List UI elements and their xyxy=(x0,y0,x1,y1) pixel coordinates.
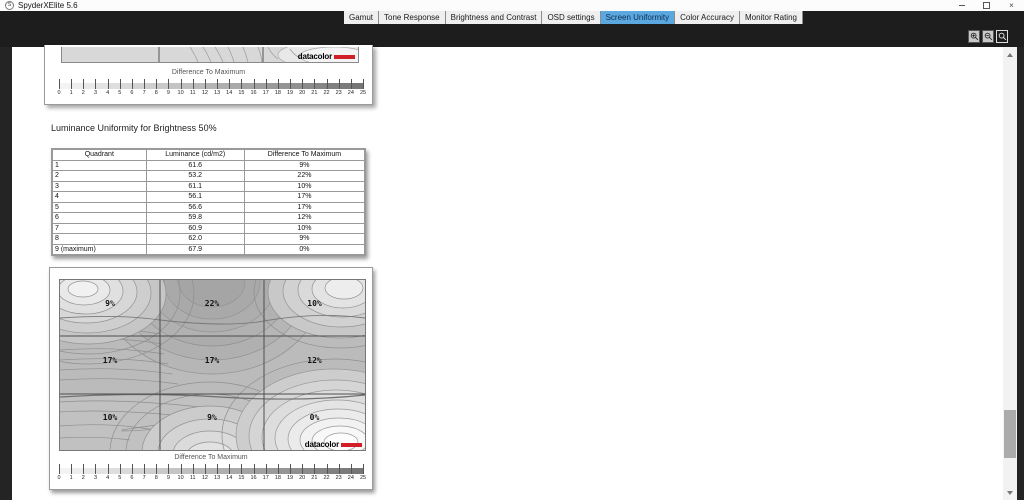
scale-tick-label: 3 xyxy=(93,475,97,481)
scale-tick xyxy=(95,464,96,474)
scale-tick-label: 8 xyxy=(154,475,158,481)
table-cell: 67.9 xyxy=(146,244,244,255)
difference-scale-bottom xyxy=(57,464,367,484)
table-cell: 4 xyxy=(53,192,147,203)
scale-tick xyxy=(156,464,157,474)
scale-segment xyxy=(241,468,253,474)
scale-segment xyxy=(229,83,241,89)
scale-segment xyxy=(205,468,217,474)
scale-segment xyxy=(241,83,253,89)
scale-segment xyxy=(193,468,205,474)
scale-tick xyxy=(120,464,121,474)
scale-segment xyxy=(95,83,107,89)
zoom-in-button[interactable] xyxy=(968,30,980,43)
table-cell: 9% xyxy=(244,160,364,171)
scale-tick-label: 11 xyxy=(189,475,196,481)
scale-tick xyxy=(278,79,279,89)
scale-tick xyxy=(363,79,364,89)
datacolor-logo-text: datacolor xyxy=(297,52,332,61)
scale-segment xyxy=(302,83,314,89)
scale-tick xyxy=(59,79,60,89)
table-row xyxy=(53,234,365,245)
scale-tick xyxy=(120,79,121,89)
table-cell: 3 xyxy=(53,181,147,192)
contour-cell-label: 9% xyxy=(207,412,217,422)
scale-segment xyxy=(59,83,71,89)
scale-segment xyxy=(314,83,326,89)
zoom-fit-button[interactable] xyxy=(996,30,1008,43)
contour-cell-label: 9% xyxy=(105,298,115,308)
section-heading: Luminance Uniformity for Brightness 50% xyxy=(51,123,217,133)
scale-tick-label: 20 xyxy=(299,90,306,96)
scale-tick-label: 4 xyxy=(106,90,110,96)
scale-tick xyxy=(144,464,145,474)
table-row xyxy=(53,202,365,213)
table-row xyxy=(53,244,365,255)
table-header-row xyxy=(53,150,365,161)
table-cell: 5 xyxy=(53,202,147,213)
scale-title: Difference To Maximum xyxy=(174,454,248,461)
scale-tick-label: 17 xyxy=(262,475,269,481)
scale-segment xyxy=(290,83,302,89)
table-cell: 10% xyxy=(244,181,364,192)
scale-tick-label: 1 xyxy=(69,475,73,481)
scale-segment xyxy=(326,83,338,89)
scale-segment xyxy=(108,83,120,89)
scale-tick-label: 23 xyxy=(335,90,342,96)
scale-tick xyxy=(302,464,303,474)
scale-tick xyxy=(351,79,352,89)
scale-tick-label: 14 xyxy=(226,90,233,96)
scale-segment xyxy=(266,83,278,89)
scale-tick xyxy=(193,464,194,474)
scale-segment xyxy=(181,83,193,89)
scale-segment xyxy=(71,83,83,89)
table-cell: 17% xyxy=(244,202,364,213)
scale-tick xyxy=(108,79,109,89)
contour-cell-label: 22% xyxy=(204,298,220,308)
scale-tick-label: 12 xyxy=(201,475,208,481)
scale-gradient-bar xyxy=(59,468,363,474)
zoom-in-icon xyxy=(970,32,979,41)
scale-segment xyxy=(168,83,180,89)
table-cell: 56.1 xyxy=(146,192,244,203)
scale-tick xyxy=(132,79,133,89)
scale-tick-label: 15 xyxy=(238,475,245,481)
scale-tick-label: 22 xyxy=(323,90,330,96)
scale-segment xyxy=(266,468,278,474)
scroll-down-icon xyxy=(1007,491,1013,495)
scale-tick xyxy=(193,79,194,89)
contour-cell-label: 0% xyxy=(309,412,320,422)
scale-tick-label: 10 xyxy=(177,90,184,96)
scale-segment xyxy=(59,468,71,474)
scale-segment xyxy=(120,83,132,89)
table-cell: 59.8 xyxy=(146,213,244,224)
scale-segment xyxy=(254,83,266,89)
column-header: Difference To Maximum xyxy=(244,150,364,161)
scale-segment xyxy=(205,83,217,89)
scale-segment xyxy=(217,468,229,474)
table-cell: 12% xyxy=(244,213,364,224)
scale-tick-label: 12 xyxy=(201,90,208,96)
logo-red-bar xyxy=(334,55,355,59)
scale-tick-label: 20 xyxy=(299,475,306,481)
scale-segment xyxy=(71,468,83,474)
table-row xyxy=(53,160,365,171)
scrollbar-thumb[interactable] xyxy=(1004,410,1016,458)
scale-tick-label: 15 xyxy=(238,90,245,96)
table-cell: 17% xyxy=(244,192,364,203)
scale-tick-label: 0 xyxy=(57,475,61,481)
scale-tick-label: 25 xyxy=(359,475,367,481)
scale-tick-label: 18 xyxy=(274,475,281,481)
scale-segment xyxy=(181,468,193,474)
scale-tick-label: 21 xyxy=(311,90,318,96)
scale-tick-label: 24 xyxy=(347,90,354,96)
scale-tick xyxy=(327,79,328,89)
scale-tick xyxy=(181,464,182,474)
scale-segment xyxy=(156,83,168,89)
close-button[interactable] xyxy=(999,0,1024,11)
top-contour-plot xyxy=(61,47,359,63)
table-row xyxy=(53,192,365,203)
scale-segment xyxy=(144,83,156,89)
scale-tick-label: 0 xyxy=(57,90,61,96)
scale-tick xyxy=(168,464,169,474)
contour-cell-label: 12% xyxy=(307,355,322,365)
scroll-up-button[interactable] xyxy=(1003,47,1017,62)
scale-tick xyxy=(83,464,84,474)
scale-title: Difference To Maximum xyxy=(171,69,246,76)
scale-tick xyxy=(59,464,60,474)
scale-tick-label: 21 xyxy=(311,475,318,481)
scale-tick-label: 10 xyxy=(177,475,184,481)
table-cell: 10% xyxy=(244,223,364,234)
table-row xyxy=(53,223,365,234)
scale-segment xyxy=(193,83,205,89)
scale-segment xyxy=(278,468,290,474)
app-icon-letter: S xyxy=(7,2,12,8)
minimize-icon xyxy=(959,5,965,6)
scale-tick xyxy=(132,464,133,474)
scale-segment xyxy=(254,468,266,474)
scale-tick xyxy=(144,79,145,89)
scale-tick-label: 18 xyxy=(274,90,281,96)
scale-segment xyxy=(120,468,132,474)
tab-brightness-and-contrast[interactable]: Brightness and Contrast xyxy=(446,11,543,24)
restore-icon xyxy=(983,2,990,9)
scale-tick-label: 7 xyxy=(142,475,146,481)
scale-tick xyxy=(339,464,340,474)
scale-tick-label: 22 xyxy=(323,475,330,481)
scale-tick xyxy=(108,464,109,474)
column-header: Luminance (cd/m2) xyxy=(146,150,244,161)
scale-segment xyxy=(302,468,314,474)
scale-segment xyxy=(339,83,351,89)
scale-tick-label: 19 xyxy=(286,90,294,96)
scale-tick xyxy=(339,79,340,89)
table-row xyxy=(53,181,365,192)
table-cell: 8 xyxy=(53,234,147,245)
scale-tick xyxy=(181,79,182,89)
scale-tick-label: 23 xyxy=(335,475,342,481)
contour-plot xyxy=(59,279,366,451)
scale-tick xyxy=(229,79,230,89)
table-cell: 62.0 xyxy=(146,234,244,245)
zoom-out-button[interactable] xyxy=(982,30,994,43)
scale-tick xyxy=(254,79,255,89)
scale-tick xyxy=(229,464,230,474)
table-row xyxy=(53,171,365,182)
window-controls xyxy=(949,0,1024,11)
table-row xyxy=(53,213,365,224)
scale-tick xyxy=(71,79,72,89)
contour-cell-label: 17% xyxy=(204,355,220,365)
table-cell: 60.9 xyxy=(146,223,244,234)
scale-tick xyxy=(327,464,328,474)
scale-segment xyxy=(351,83,363,89)
scale-tick xyxy=(95,79,96,89)
zoom-fit-icon xyxy=(998,32,1007,41)
scale-tick xyxy=(314,464,315,474)
scale-segment xyxy=(144,468,156,474)
scale-tick xyxy=(278,464,279,474)
close-icon: × xyxy=(1009,0,1014,10)
vertical-scrollbar[interactable] xyxy=(1003,47,1017,500)
table-cell: 22% xyxy=(244,171,364,182)
scale-tick xyxy=(241,464,242,474)
restore-button[interactable] xyxy=(974,0,999,11)
scale-tick-label: 17 xyxy=(262,90,269,96)
table-cell: 9 (maximum) xyxy=(53,244,147,255)
scale-tick-label: 25 xyxy=(359,90,367,96)
uniformity-table-card xyxy=(51,148,366,256)
scale-tick xyxy=(266,464,267,474)
scale-segment xyxy=(229,468,241,474)
scale-segment xyxy=(351,468,363,474)
scale-tick-label: 3 xyxy=(93,90,97,96)
scale-tick-label: 19 xyxy=(286,475,294,481)
scale-tick-label: 7 xyxy=(142,90,146,96)
table-cell: 0% xyxy=(244,244,364,255)
table-cell: 56.6 xyxy=(146,202,244,213)
scale-tick xyxy=(168,79,169,89)
tab-monitor-rating[interactable]: Monitor Rating xyxy=(740,11,803,24)
scale-tick-label: 14 xyxy=(226,475,233,481)
scale-gradient-bar xyxy=(59,83,363,89)
scale-segment xyxy=(217,83,229,89)
tab-tone-response[interactable]: Tone Response xyxy=(379,11,446,24)
zoom-toolbar xyxy=(968,30,1008,43)
scale-tick-label: 16 xyxy=(250,90,257,96)
scale-tick-label: 24 xyxy=(347,475,354,481)
table-cell: 53.2 xyxy=(146,171,244,182)
scale-segment xyxy=(108,468,120,474)
scale-tick-label: 13 xyxy=(214,90,221,96)
scale-segment xyxy=(314,468,326,474)
window-title: SpyderXElite 5.6 xyxy=(18,1,78,10)
tab-bar xyxy=(344,11,803,24)
scale-segment xyxy=(290,468,302,474)
scale-tick-label: 9 xyxy=(166,90,170,96)
scale-tick xyxy=(241,79,242,89)
table-cell: 2 xyxy=(53,171,147,182)
tab-color-accuracy[interactable]: Color Accuracy xyxy=(675,11,740,24)
scale-segment xyxy=(132,468,144,474)
scale-tick-label: 8 xyxy=(154,90,158,96)
minimize-button[interactable] xyxy=(949,0,974,11)
datacolor-logo xyxy=(305,441,362,449)
scale-tick xyxy=(217,79,218,89)
tab-osd-settings[interactable]: OSD settings xyxy=(542,11,600,24)
scale-segment xyxy=(156,468,168,474)
scale-tick xyxy=(290,464,291,474)
contour-label-grid xyxy=(60,280,365,450)
scale-tick-label: 2 xyxy=(81,90,85,96)
scale-tick-label: 5 xyxy=(118,475,122,481)
scale-tick xyxy=(290,79,291,89)
table-cell: 7 xyxy=(53,223,147,234)
contour-cell-label: 10% xyxy=(307,298,322,308)
contour-cell-label: 10% xyxy=(102,412,118,422)
table-cell: 61.1 xyxy=(146,181,244,192)
top-chart-card xyxy=(44,45,373,105)
datacolor-logo xyxy=(298,53,355,61)
scroll-down-button[interactable] xyxy=(1003,485,1017,500)
datacolor-logo-text: datacolor xyxy=(304,440,339,449)
difference-scale-top xyxy=(57,79,367,99)
scale-tick-label: 9 xyxy=(166,475,170,481)
scroll-up-icon xyxy=(1007,53,1013,57)
scale-tick xyxy=(314,79,315,89)
scale-tick xyxy=(302,79,303,89)
contour-chart-card xyxy=(49,267,373,490)
column-header: Quadrant xyxy=(53,150,147,161)
scale-tick xyxy=(266,79,267,89)
toolbar-area xyxy=(0,11,1024,47)
scale-tick-label: 4 xyxy=(106,475,110,481)
scale-tick-label: 6 xyxy=(130,475,134,481)
scale-tick-label: 6 xyxy=(130,90,134,96)
table-cell: 6 xyxy=(53,213,147,224)
uniformity-table xyxy=(52,149,365,255)
zoom-out-icon xyxy=(984,32,993,41)
tab-screen-uniformity[interactable]: Screen Uniformity xyxy=(601,11,676,24)
scale-tick-label: 5 xyxy=(118,90,122,96)
scale-tick xyxy=(217,464,218,474)
scale-segment xyxy=(83,468,95,474)
scale-tick-label: 16 xyxy=(250,475,257,481)
tab-gamut[interactable]: Gamut xyxy=(344,11,379,24)
scale-segment xyxy=(326,468,338,474)
contour-cell-label: 17% xyxy=(102,355,118,365)
scale-tick-label: 13 xyxy=(214,475,221,481)
logo-red-bar xyxy=(341,443,362,447)
scale-segment xyxy=(339,468,351,474)
scale-segment xyxy=(168,468,180,474)
table-cell: 9% xyxy=(244,234,364,245)
scale-segment xyxy=(95,468,107,474)
app-icon xyxy=(5,1,14,10)
scale-tick xyxy=(156,79,157,89)
scale-segment xyxy=(278,83,290,89)
table-cell: 1 xyxy=(53,160,147,171)
scale-tick xyxy=(83,79,84,89)
scale-tick-label: 1 xyxy=(69,90,73,96)
scale-tick xyxy=(363,464,364,474)
scale-tick xyxy=(71,464,72,474)
table-cell: 61.6 xyxy=(146,160,244,171)
scale-tick xyxy=(205,79,206,89)
scale-tick xyxy=(205,464,206,474)
scale-segment xyxy=(83,83,95,89)
scale-segment xyxy=(132,83,144,89)
scale-tick-label: 11 xyxy=(189,90,196,96)
scale-tick-label: 2 xyxy=(81,475,85,481)
scale-tick xyxy=(254,464,255,474)
report-canvas xyxy=(12,47,1003,500)
scale-tick xyxy=(351,464,352,474)
